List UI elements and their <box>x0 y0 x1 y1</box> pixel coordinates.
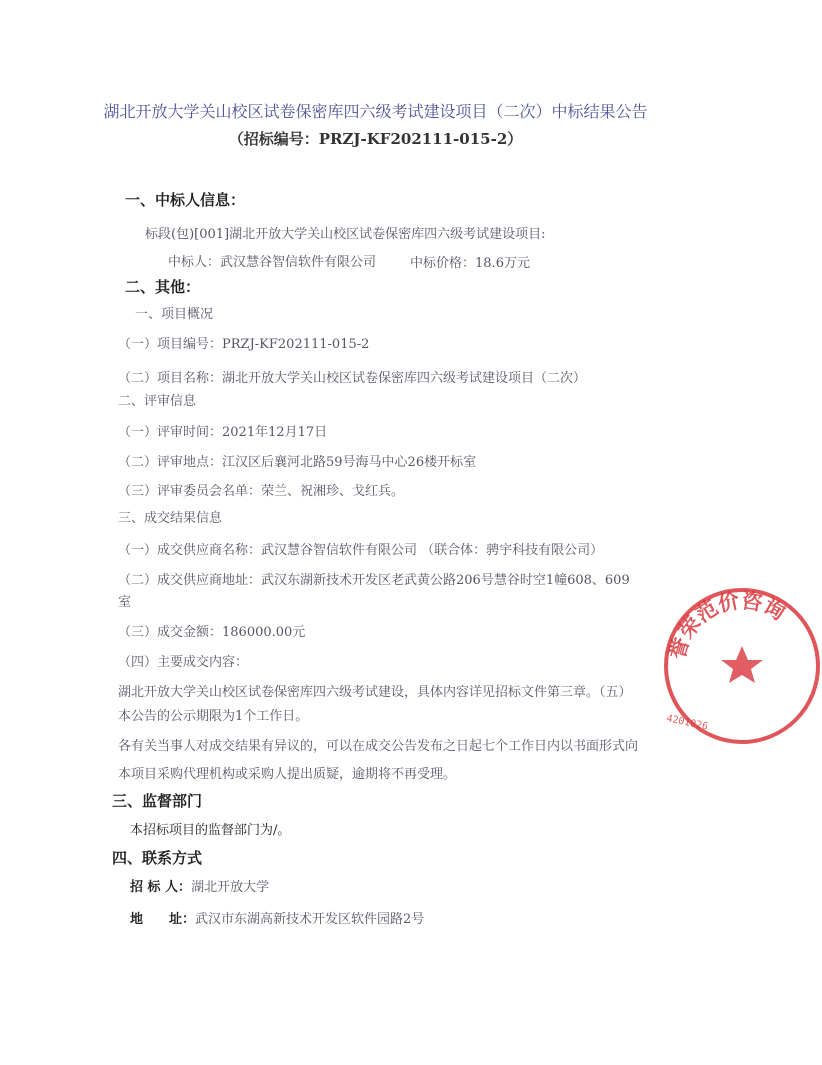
project-name: （二）项目名称：湖北开放大学关山校区试卷保密库四六级考试建设项目（二次） <box>118 371 587 386</box>
supplier-address-line2: 室 <box>118 595 132 610</box>
price-value: 18.6万元 <box>475 256 530 271</box>
company-seal-stamp <box>662 586 822 746</box>
svg-text:4201026: 4201026 <box>665 713 709 733</box>
lot-line: 标段(包)[001]湖北开放大学关山校区试卷保密库四六级考试建设项目: <box>145 227 546 242</box>
overview-heading: 一、项目概况 <box>135 307 214 322</box>
objection-line2: 本项目采购代理机构或采购人提出质疑，逾期将不再受理。 <box>118 767 457 782</box>
price-line <box>410 255 530 273</box>
content-line2: 本公告的公示期限为1个工作日。 <box>118 709 309 724</box>
price-label: 中标价格： <box>410 256 476 271</box>
supplier-name: （一）成交供应商名称：武汉慧谷智信软件有限公司 （联合体：骋宇科技有限公司） <box>118 543 604 558</box>
document-title: 湖北开放大学关山校区试卷保密库四六级考试建设项目（二次）中标结果公告 <box>103 102 648 121</box>
review-time: （一）评审时间：2021年12月17日 <box>118 425 328 440</box>
supervision-text: 本招标项目的监督部门为/。 <box>130 823 291 838</box>
tender-number: （招标编号：PRZJ-KF202111-015-2） <box>228 130 523 148</box>
winner-name: 武汉慧谷智信软件有限公司 <box>220 255 377 270</box>
section-supervision-heading: 三、监督部门 <box>112 792 203 810</box>
review-heading: 二、评审信息 <box>118 394 197 409</box>
address-line <box>130 911 424 929</box>
content-heading: （四）主要成交内容： <box>118 655 249 670</box>
objection-line1: 各有关当事人对成交结果有异议的，可以在成交公告发布之日起七个工作日内以书面形式向 <box>118 739 639 754</box>
review-committee: （三）评审委员会名单：荣兰、祝湘珍、戈红兵。 <box>118 484 405 499</box>
section-winner-info-heading: 一、中标人信息： <box>125 191 246 209</box>
winner-label: 中标人： <box>168 255 221 270</box>
section-contact-heading: 四、联系方式 <box>112 849 203 867</box>
review-place: （二）评审地点：江汉区后襄河北路59号海马中心26楼开标室 <box>118 455 477 470</box>
content-line1: 湖北开放大学关山校区试卷保密库四六级考试建设，具体内容详见招标文件第三章。（五） <box>118 685 632 700</box>
address-value: 武汉市东湖高新技术开发区软件园路2号 <box>195 912 425 927</box>
tenderer-value: 湖北开放大学 <box>191 880 270 895</box>
project-number: （一）项目编号：PRZJ-KF202111-015-2 <box>118 337 370 352</box>
result-heading: 三、成交结果信息 <box>118 511 223 526</box>
address-label: 地 址： <box>130 912 196 927</box>
tenderer-label: 招 标 人： <box>130 880 192 895</box>
winner-line <box>168 254 376 272</box>
section-other-heading: 二、其他： <box>125 278 201 296</box>
tenderer-line <box>130 879 269 897</box>
supplier-address-line1: （二）成交供应商地址：武汉东湖新技术开发区老武黄公路206号慧谷时空1幢608、609 <box>118 573 630 588</box>
deal-amount: （三）成交金额：186000.00元 <box>118 625 306 640</box>
svg-text:誉荣范价咨询: 誉荣范价咨询 <box>665 588 790 662</box>
